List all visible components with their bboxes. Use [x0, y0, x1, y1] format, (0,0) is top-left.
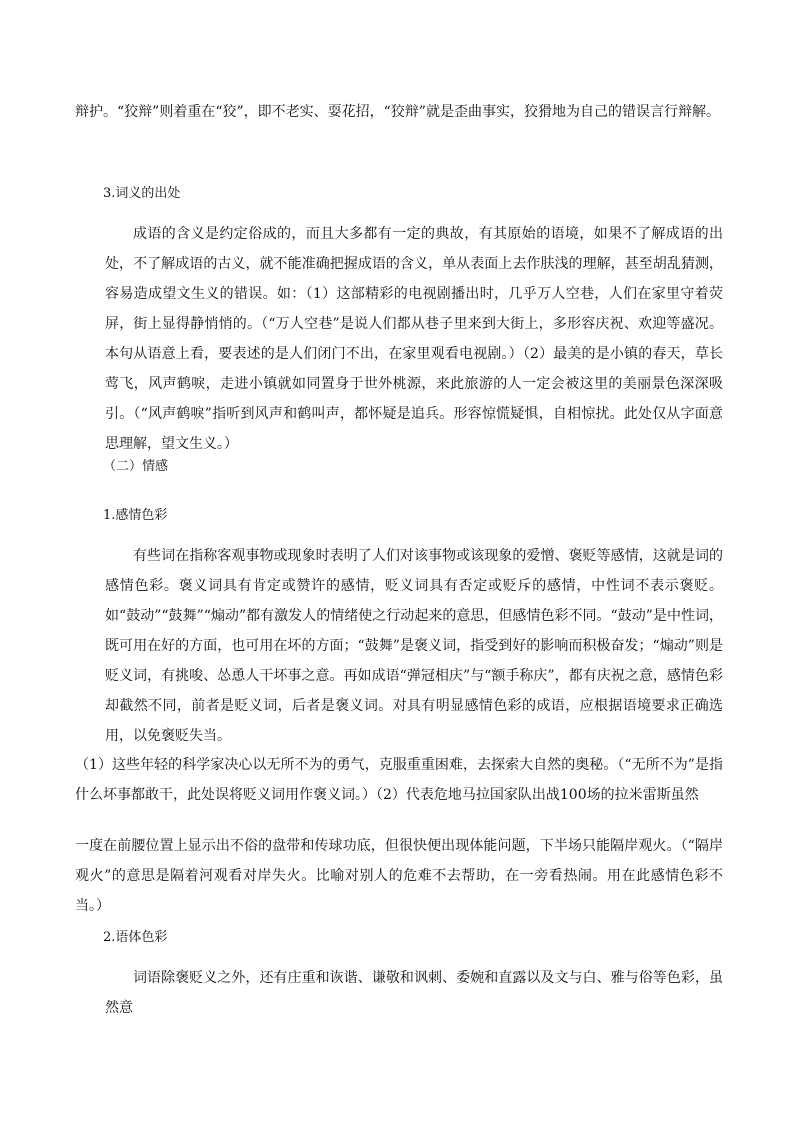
- paragraph-word-source: 成语的含义是约定俗成的，而且大多都有一定的典故，有其原始的语境，如果不了解成语的出处，不了解成语的古义，就不能准确把握成语的含义，单从表面上去作肤浅的理解，甚至胡乱猜测，容易造成望文生义的错误。如：（1）这部精彩的电视剧播出时，几乎万人空巷，人们在家里守着荧屏，街上显得静悄悄的。（“万人空巷”是说人们都从巷子里来到大街上，多形容庆祝、欢迎等盛况。本句从语意上看，要表述的是人们闭门不出，在家里观看电视剧。）（2）最美的是小镇的春天，草长莺飞，风声鹤唳，走进小镇就如同置身于世外桃源，来此旅游的人一定会被这里的美丽景色深深吸引。（“风声鹤唳”指听到风声和鹤叫声，都怀疑是追兵。形容惊慌疑惧，自相惊扰。此处仅从字面意思理解，望文生义。）: [105, 226, 723, 452]
- heading-emotional-color: 1.感情色彩: [103, 508, 168, 523]
- paragraph-emotional-color: 有些词在指称客观事物或现象时表明了人们对该事物或该现象的爱憎、褒贬等感情，这就是词的感情色彩。褒义词具有肯定或赞许的感情，贬义词具有否定或贬斥的感情，中性词不表示褒贬。如“鼓动”“鼓舞”“煽动”都有激发人的情绪使之行动起来的意思，但感情色彩不同。“鼓动”是中性词，既可用在好的方面，也可用在坏的方面；“鼓舞”是褒义词，指受到好的影响而积极奋发；“煽动”则是贬义词，有挑唆、怂恿人干坏事之意。再如成语“弹冠相庆”与“额手称庆”，都有庆祝之意，感情色彩却截然不同，前者是贬义词，后者是褒义词。对具有明显感情色彩的成语，应根据语境要求正确选用，以免褒贬失当。: [105, 548, 723, 744]
- heading-emotion: （二）情感: [103, 459, 169, 474]
- heading-word-source: 3.词义的出处: [103, 186, 181, 201]
- paragraph-continued: 辩护。“狡辩”则着重在“狡”，即不老实、耍花招，“狡辩”就是歪曲事实，狡猾地为自己的错误言行辩解。: [75, 104, 720, 120]
- paragraph-examples-part2: 一度在前腰位置上显示出不俗的盘带和传球功底，但很快便出现体能问题，下半场只能隔岸观火。（“隔岸观火”的意思是隔着河观看对岸失火。比喻对别人的危难不去帮助，在一旁看热闹。用在此感情色彩不当。）: [75, 838, 723, 914]
- heading-style-color: 2.语体色彩: [103, 930, 168, 945]
- paragraph-style-color: 词语除褒贬义之外，还有庄重和诙谐、谦敬和讽刺、委婉和直露以及文与白、雅与俗等色彩，虽然意: [105, 970, 723, 1016]
- paragraph-examples-part1: （1）这些年轻的科学家决心以无所不为的勇气，克服重重困难，去探索大自然的奥秘。（“无所不为”是指什么坏事都敢干，此处误将贬义词用作褒义词。）（2）代表危地马拉国家队出战100场的拉米雷斯虽然: [75, 757, 723, 803]
